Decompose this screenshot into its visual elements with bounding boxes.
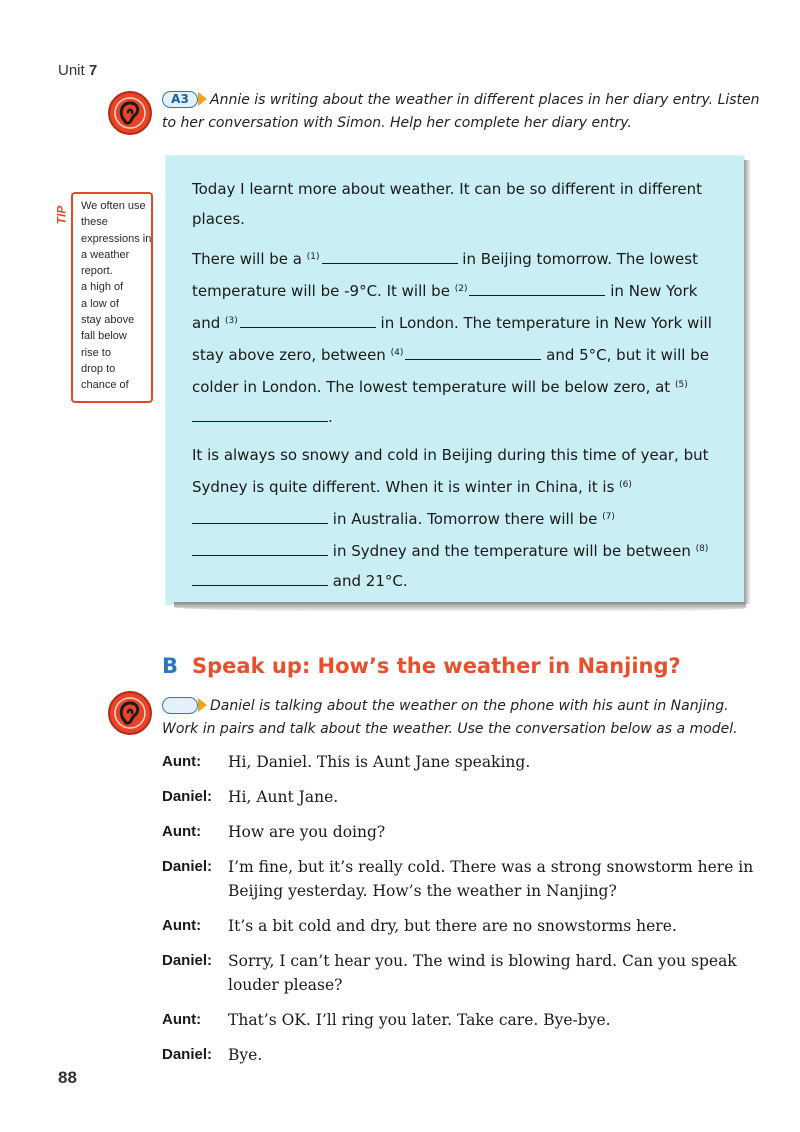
tip-line: a high of — [81, 281, 124, 294]
diary-text-run: There will be a — [192, 250, 302, 268]
blank-3[interactable] — [240, 310, 376, 328]
speaker: Aunt: — [162, 823, 202, 840]
blank-6[interactable] — [192, 506, 328, 524]
tip-lines — [81, 198, 152, 394]
blank-number: (6) — [619, 480, 632, 490]
blank-5[interactable] — [192, 404, 328, 422]
tip-label-text: TIP — [54, 205, 69, 225]
dialogue-row — [162, 750, 762, 774]
blank-4[interactable] — [405, 342, 541, 360]
tip-line: fall below — [81, 330, 127, 343]
blank-number: (3) — [225, 316, 238, 326]
blank-number: (7) — [602, 512, 615, 522]
page-number: 88 — [58, 1068, 77, 1087]
tip-line: stay above — [81, 314, 135, 327]
diary-text — [192, 174, 722, 604]
a3-instruction-text: Annie is writing about the weather in different places in her diary entry. Listen to her conversation with Simon. Help her complete her diary entry. — [162, 92, 760, 131]
diary-text-run: . — [328, 408, 333, 426]
section-title: Speak up: How’s the weather in Nanjing? — [192, 654, 681, 678]
ear-icon — [107, 90, 153, 136]
blank-number: (5) — [674, 380, 688, 390]
dialogue-row — [162, 914, 762, 938]
tip-line: report. — [81, 265, 113, 278]
diary-text-run: in Beijing tomorrow. The lowest temperature will be -9°C. It will be — [192, 250, 698, 300]
speaker: Daniel: — [162, 1046, 213, 1063]
diary-text-run: in Sydney and the temperature will be between — [332, 542, 691, 560]
tip-line: these — [81, 216, 108, 229]
speaker: Daniel: — [162, 952, 213, 969]
speaker: Daniel: — [162, 858, 213, 875]
tip-line: a weather — [81, 248, 130, 261]
track-badge-empty — [162, 697, 198, 714]
diary-text-run: in Australia. Tomorrow there will be — [332, 510, 598, 528]
dialogue-line: It’s a bit cold and dry, but there are no snowstorms here. — [228, 917, 677, 935]
dialogue-line: I’m fine, but it’s really cold. There was a strong snowstorm here in Beijing yesterday. How’s the weather in Nanjing? — [228, 858, 754, 900]
tip-line: rise to — [81, 346, 111, 359]
blank-number: (8) — [695, 544, 709, 554]
diary-text-run: It is always so snowy and cold in Beijing during this time of year, but Sydney is quite different. When it is winter in China, it is — [192, 446, 709, 496]
section-b-heading — [162, 654, 681, 678]
blank-7[interactable] — [192, 538, 328, 556]
tip-line: We often use — [81, 200, 146, 212]
dialogue-line: Hi, Daniel. This is Aunt Jane speaking. — [228, 753, 531, 771]
dialogue-line: That’s OK. I’ll ring you later. Take care. Bye-bye. — [228, 1011, 611, 1029]
dialogue-row — [162, 1043, 762, 1067]
dialogue-row — [162, 785, 762, 809]
blank-8[interactable] — [192, 568, 328, 586]
diary-paragraph-3 — [192, 440, 722, 596]
unit-label: Unit — [58, 62, 85, 79]
dialogue-line: Hi, Aunt Jane. — [228, 788, 339, 806]
b-instruction-text: Daniel is talking about the weather on the phone with his aunt in Nanjing. Work in pairs and talk about the weather. Use the conversation below as a model. — [162, 698, 738, 737]
a3-instruction — [162, 89, 762, 135]
tip-line: a low of — [81, 297, 119, 310]
dialogue-line: Sorry, I can’t hear you. The wind is blowing hard. Can you speak louder please? — [228, 952, 737, 994]
diary-text-run: in London. The temperature in New York will stay above zero, between — [192, 314, 712, 364]
diary-paragraph-1: Today I learnt more about weather. It can be so different in different places. — [192, 180, 702, 228]
blank-number: (2) — [454, 284, 468, 294]
tip-line: drop to — [81, 362, 116, 375]
tip-line: expressions in — [81, 232, 152, 245]
diary-paragraph-2 — [192, 242, 722, 432]
unit-header — [58, 62, 97, 79]
speaker: Aunt: — [162, 753, 202, 770]
blank-2[interactable] — [469, 278, 605, 296]
section-letter: B — [162, 654, 179, 678]
dialogue-line: How are you doing? — [228, 823, 386, 841]
speaker: Daniel: — [162, 788, 213, 805]
dialogue-line: Bye. — [228, 1046, 263, 1064]
track-badge-a3[interactable] — [162, 91, 206, 108]
dialogue — [162, 750, 762, 1078]
speaker: Aunt: — [162, 1011, 202, 1028]
track-badge-b[interactable] — [162, 697, 206, 714]
blank-1[interactable] — [322, 246, 458, 264]
diary-entry — [166, 156, 744, 604]
diary-text-run: in New York and — [192, 282, 698, 332]
track-badge-label: A3 — [162, 91, 198, 108]
speaker: Aunt: — [162, 917, 202, 934]
diary-text-run: and 21°C. — [332, 572, 408, 590]
unit-number: 7 — [88, 62, 98, 79]
play-arrow-icon — [198, 698, 207, 712]
blank-number: (1) — [306, 252, 320, 262]
dialogue-row — [162, 820, 762, 844]
blank-number: (4) — [390, 348, 404, 358]
dialogue-row — [162, 949, 762, 997]
dialogue-row — [162, 1008, 762, 1032]
b-instruction — [162, 695, 762, 741]
play-arrow-icon — [198, 92, 207, 106]
dialogue-row — [162, 855, 762, 903]
tip-line: chance of — [81, 379, 129, 392]
ear-icon — [107, 690, 153, 736]
diary-text-run: and 5°C, but it will be colder in London. The lowest temperature will be below zero, at — [192, 346, 709, 396]
